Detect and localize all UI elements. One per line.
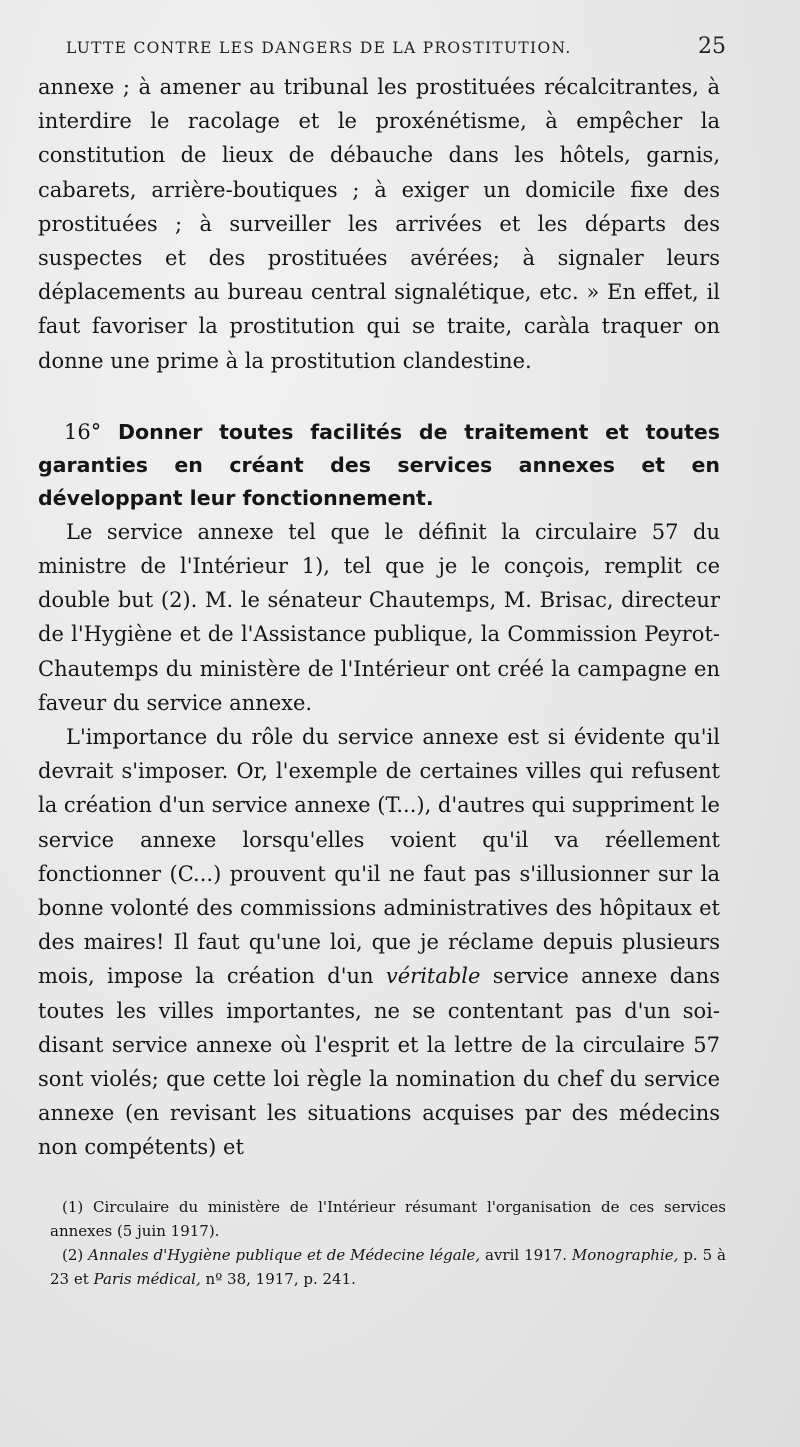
footnote-1 xyxy=(50,1195,726,1243)
footnote-2 xyxy=(50,1243,726,1291)
paragraph-service-annexe: Le service annexe tel que le définit la circulaire 57 du ministre de l'Intérieur 1), tel que je le conçois, remplit ce double but (2). M. le sénateur Chautemps, M. Brisac, directeur de l'Hygiène et de l'Assistance publique, la Commission Peyrot-Chautemps du ministère de l'Intérieur ont créé la campagne en faveur du service annexe. xyxy=(38,519,720,715)
paragraph-importance-part-1: L'importance du rôle du service annexe est si évidente qu'il devrait s'imposer. Or, l'exemple de certaines villes qui refusent la création d'un service annexe (T...), d'autres qui suppriment le service annexe lorsqu'elles voient qu'il va réellement fonctionner (C...) prouvent qu'il ne faut pas s'illusionner sur la bonne volonté des commissions administratives des hôpitaux et des maires! Il faut qu'une loi, que je réclame depuis plusieurs mois, impose la création d'un xyxy=(38,725,720,989)
footnote-2-journal: Annales d'Hygiène publique et de Médecine légale, xyxy=(88,1246,481,1264)
section-number: 16° xyxy=(64,419,102,444)
footnote-2-pages: p. 5 à 23 et xyxy=(50,1246,726,1288)
running-head xyxy=(66,34,726,60)
section-heading-16 xyxy=(38,416,720,515)
footnote-2-paris-medical: Paris médical, xyxy=(93,1270,201,1288)
footnote-1-marker: (1) xyxy=(62,1198,84,1216)
paragraph-importance-part-2: service annexe dans toutes les villes importantes, ne se contentant pas d'un soi-disant service annexe où l'esprit et la lettre de la circulaire 57 sont violés; que cette loi règle la nomination du chef du service annexe (en revisant les situations acquises par des médecins non compétents) et xyxy=(38,964,720,1160)
emphasis-veritable: véritable xyxy=(385,964,481,989)
paragraph-importance xyxy=(38,720,720,1165)
page-number: 25 xyxy=(698,34,726,59)
section-title: Donner toutes facilités de traitement et toutes garanties en créant des services annexes et en développant leur fonctionnement. xyxy=(38,419,720,510)
footnote-2-date: avril 1917. xyxy=(485,1246,568,1264)
body-text xyxy=(38,70,720,1165)
footnote-2-rest: nº 38, 1917, p. 241. xyxy=(205,1270,356,1288)
footnote-2-monographie: Monographie, xyxy=(571,1246,679,1264)
running-title: LUTTE CONTRE LES DANGERS DE LA PROSTITUTION. xyxy=(66,39,572,57)
footnote-2-marker: (2) xyxy=(62,1246,84,1264)
footnote-1-text: Circulaire du ministère de l'Intérieur résumant l'organisation de ces services annexes (5 juin 1917). xyxy=(50,1198,726,1240)
footnotes xyxy=(50,1195,726,1291)
paragraph-continued: annexe ; à amener au tribunal les prostituées récalcitrantes, à interdire le racolage et le proxénétisme, à empêcher la constitution de lieux de débauche dans les hôtels, garnis, cabarets, arrière-boutiques ; à exiger un domicile fixe des prostituées ; à surveiller les arrivées et les départs des suspectes et des prostituées avérées; à signaler leurs déplacements au bureau central signalétique, etc. » En effet, il faut favoriser la prostitution qui se traite, caràla traquer on donne une prime à la prostitution clandestine. xyxy=(38,75,720,373)
